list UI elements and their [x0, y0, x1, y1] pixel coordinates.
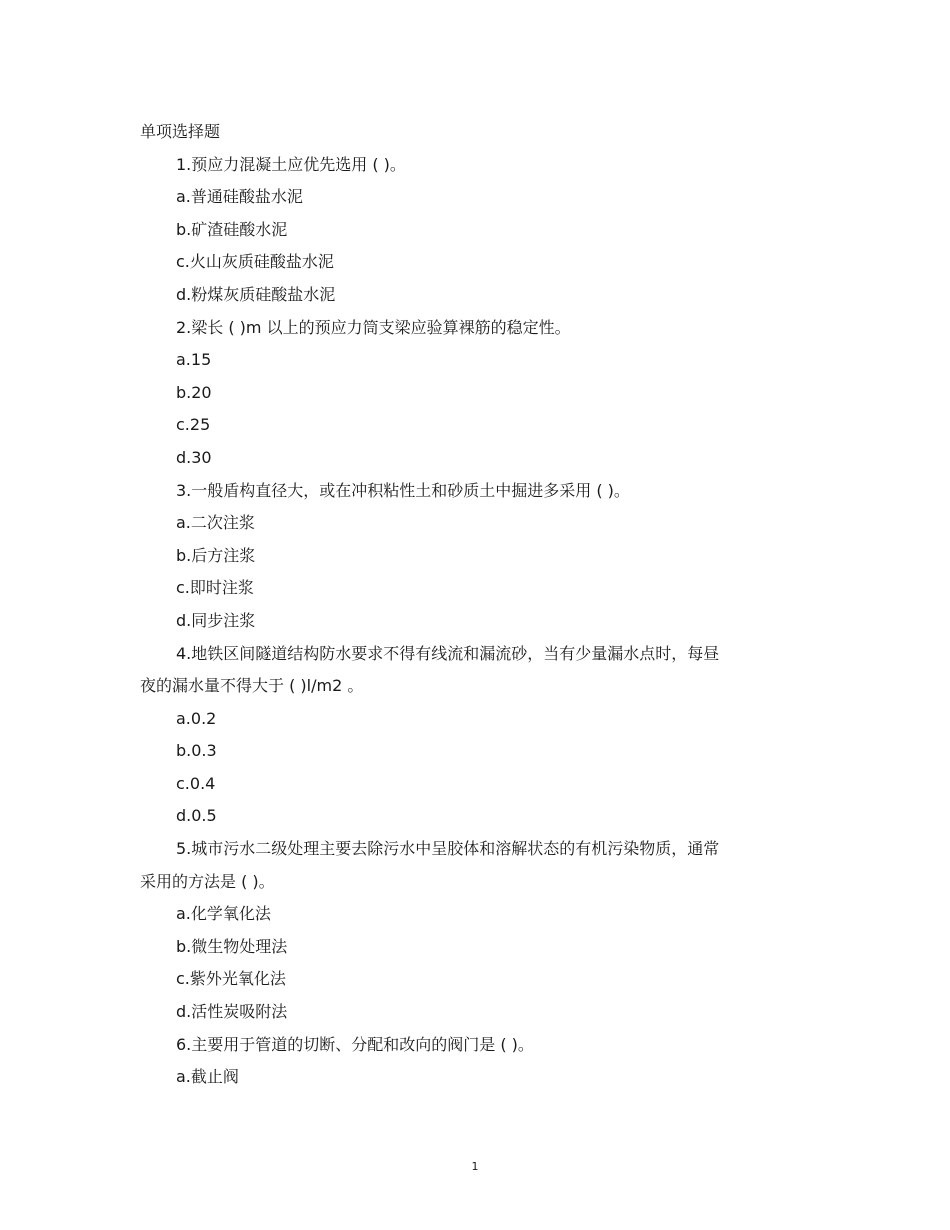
- option-item: d.活性炭吸附法: [176, 1002, 288, 1022]
- option-item: b.20: [176, 382, 212, 402]
- option-item: c.0.4: [176, 773, 216, 793]
- option-item: a.化学氧化法: [176, 904, 271, 924]
- question-block: [140, 475, 780, 638]
- option-item: c.即时注浆: [176, 578, 254, 598]
- question-block: [140, 1029, 780, 1094]
- section-title: 单项选择题: [140, 122, 221, 141]
- option-item: a.15: [176, 350, 212, 370]
- option-item: a.0.2: [176, 708, 217, 728]
- option-item: a.截止阀: [176, 1067, 239, 1087]
- question-stem: 6.主要用于管道的切断、分配和改向的阀门是 ( )。: [176, 1034, 534, 1054]
- option-item: d.同步注浆: [176, 610, 256, 630]
- option-item: d.30: [176, 447, 212, 467]
- question-stem-continuation: 夜的漏水量不得大于 ( )l/m2 。: [140, 676, 364, 696]
- question-stem: 5.城市污水二级处理主要去除污水中呈胶体和溶解状态的有机污染物质，通常: [176, 839, 720, 859]
- option-item: b.后方注浆: [176, 545, 256, 565]
- option-item: b.微生物处理法: [176, 936, 288, 956]
- option-item: b.矿渣硅酸水泥: [176, 219, 288, 239]
- question-stem: 1.预应力混凝土应优先选用 ( )。: [176, 154, 406, 174]
- question-stem-continuation: 采用的方法是 ( )。: [140, 871, 275, 891]
- question-stem: 4.地铁区间隧道结构防水要求不得有线流和漏流砂，当有少量漏水点时，每昼: [176, 643, 720, 663]
- page-number: 1: [471, 1160, 479, 1173]
- question-block: [140, 833, 780, 1029]
- option-item: b.0.3: [176, 741, 217, 761]
- option-item: c.紫外光氧化法: [176, 969, 286, 989]
- document-body: [140, 116, 780, 1094]
- option-item: d.粉煤灰质硅酸盐水泥: [176, 284, 336, 304]
- question-block: [140, 638, 780, 834]
- question-block: [140, 312, 780, 475]
- option-item: c.火山灰质硅酸盐水泥: [176, 252, 334, 272]
- question-stem: 3.一般盾构直径大，或在冲积粘性土和砂质土中掘进多采用 ( )。: [176, 480, 630, 500]
- option-item: d.0.5: [176, 806, 217, 826]
- option-item: c.25: [176, 415, 211, 435]
- option-item: a.二次注浆: [176, 513, 255, 533]
- question-stem: 2.梁长 ( )m 以上的预应力筒支梁应验算裸筋的稳定性。: [176, 317, 571, 337]
- question-block: [140, 149, 780, 312]
- option-item: a.普通硅酸盐水泥: [176, 187, 303, 207]
